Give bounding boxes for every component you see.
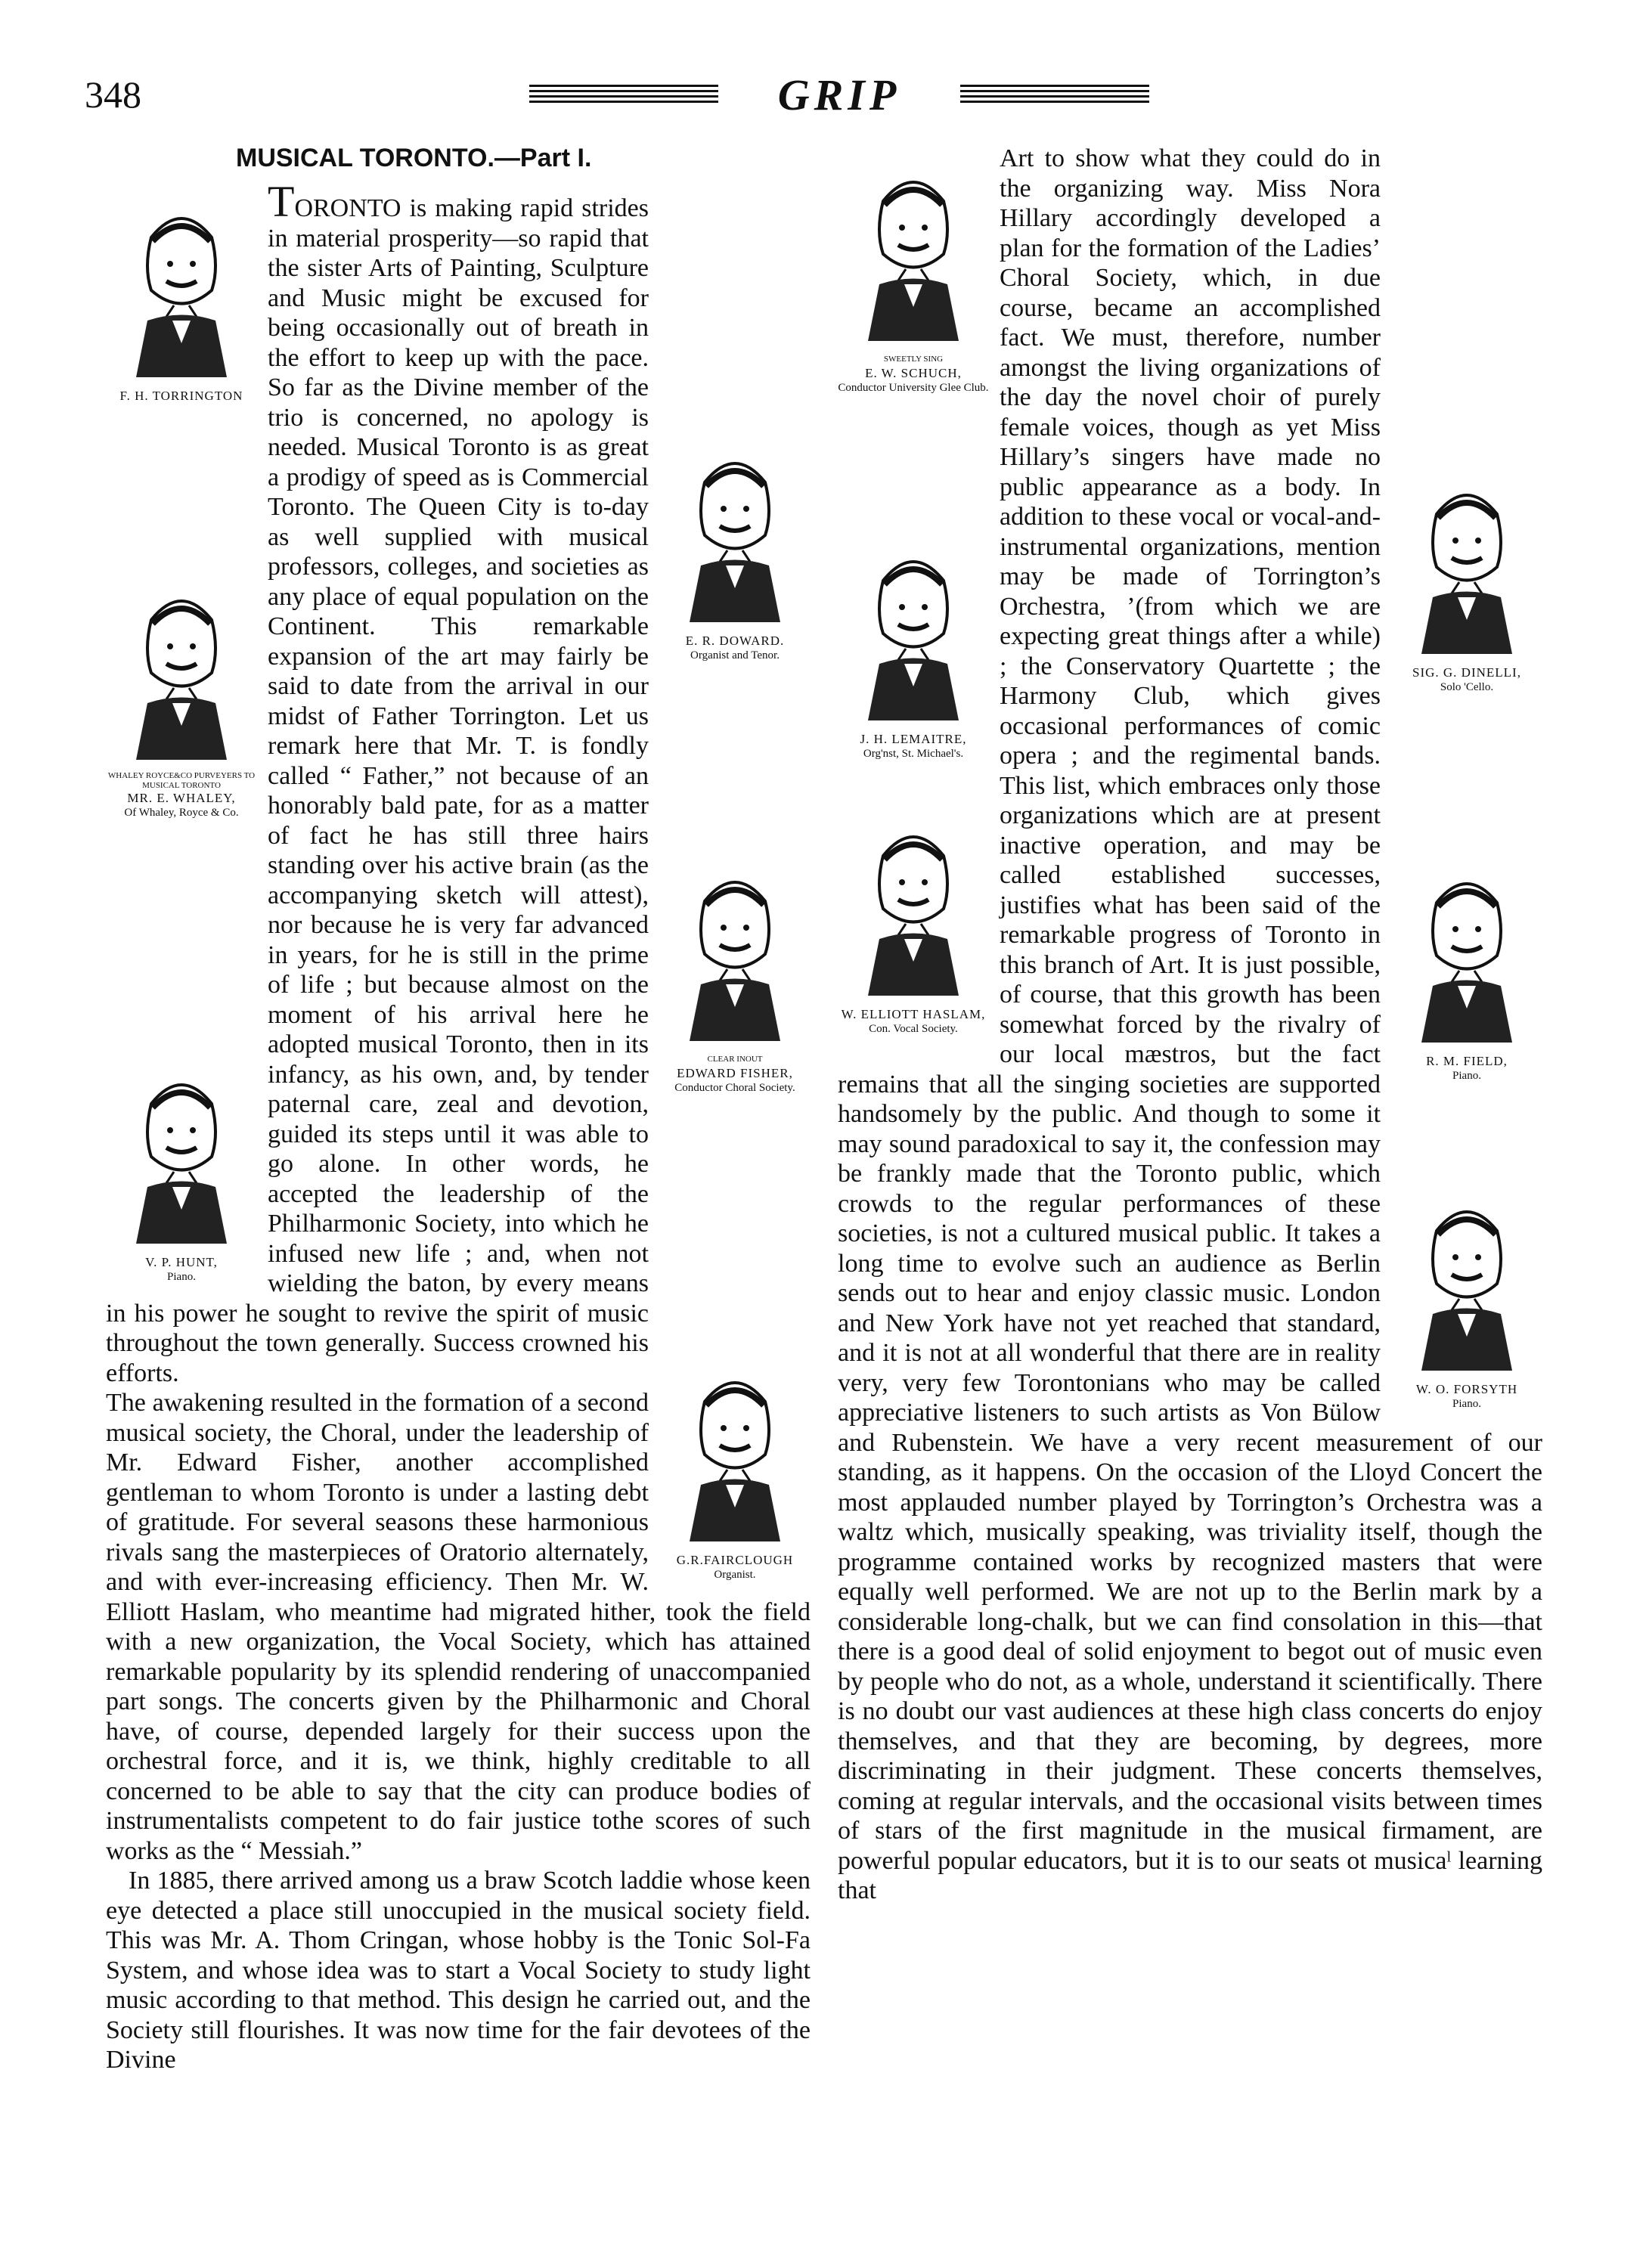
portrait-whaley-caption: MR. E. WHALEY, xyxy=(127,790,236,805)
portrait-field xyxy=(1391,850,1542,1083)
portrait-field-role: Piano. xyxy=(1452,1070,1481,1082)
portrait-haslam xyxy=(838,803,989,1036)
portrait-doward-sketch xyxy=(659,429,811,634)
portrait-whaley xyxy=(106,567,257,820)
portrait-lemaitre-caption: J. H. LEMAITRE, xyxy=(860,732,967,746)
portrait-schuch-sign: SWEETLY SING xyxy=(883,355,944,364)
left-column xyxy=(106,144,811,2230)
portrait-forsyth-role: Piano. xyxy=(1452,1398,1481,1410)
masthead-rule-right xyxy=(960,85,1149,104)
page-number: 348 xyxy=(85,73,141,116)
portrait-haslam-sketch xyxy=(838,803,989,1007)
portrait-haslam-caption: W. ELLIOTT HASLAM, xyxy=(841,1007,986,1021)
masthead xyxy=(484,70,1195,122)
portrait-lemaitre xyxy=(838,528,989,761)
portrait-dinelli xyxy=(1391,461,1542,694)
portrait-fisher-caption: EDWARD FISHER, xyxy=(677,1065,793,1080)
masthead-title: GRIP xyxy=(777,70,901,119)
portrait-dinelli-role: Solo 'Cello. xyxy=(1440,681,1494,693)
portrait-hunt-role: Piano. xyxy=(167,1270,196,1283)
portrait-fairclough-sketch xyxy=(659,1349,811,1553)
portrait-forsyth-caption: W. O. FORSYTH xyxy=(1415,1382,1518,1396)
portrait-torrington xyxy=(106,184,257,404)
portrait-haslam-role: Con. Vocal Society. xyxy=(869,1023,958,1035)
portrait-doward-caption: E. R. DOWARD. xyxy=(685,633,785,648)
portrait-lemaitre-sketch xyxy=(838,528,989,732)
article-paragraph-4: Art to show what they could do in the organizing way. Miss Nora Hillary accordingly developed a plan for the formation of the Ladies’ Choral Society, which, in due course, became an accomplished fact. We must, therefore, number amongst the living organizations of the day the novel choir of purely female voices, though as yet Miss Hillary’s singers have made no public appearance as a body. In addition to these vocal or vocal-and-instrumental organizations, mention may be made of Torrington’s Orchestra, ’(from which we are expecting great things after a while) ; the Conservatory Quartette ; the Harmony Club, which gives occasional performances of comic opera ; and the regimental bands. This list, which embraces only those organizations which are at present inactive operation, and may be called established successes, justifies what has been said of the remarkable progress of Toronto in this branch of Art. It is just possible, of course, that this growth has been somewhat forced by the rivalry of our local mæstros, but the fact remains that all the singing societies are supported handsomely by the public. And though to some it may sound paradoxical to say it, the confession may be frankly made that the Toronto public, which crowds to the regular performances of these societies, is not a cultured musical public. It takes a long time to evolve such an audience as Berlin sends out to hear and enjoy classic music. London and New York have not yet reached that standard, and it is not at all wonderful that there are in reality very, very few Torontonians who may be called appreciative listeners to such artists as Von Bülow and Rubenstein. We have a very recent measurement of our standing, as it happens. On the occasion of the Lloyd Concert the most applauded number played by Torrington’s Orchestra was a waltz which, musically speaking, was triviality itself, though the programme contained works by recognized masters that were equally well performed. We are not up to the Berlin mark by a considerable long-chalk, but we can find consolation in this—that there is a good deal of solid enjoyment to begot out of music even by people who do not, as a whole, understand it scientifically. There is no doubt our vast audiences at these high class concerts do enjoy themselves, and that they are becoming, by degrees, more discriminating in their judgment. These concerts themselves, coming at regular intervals, and the occasional visits between times of stars of the first magnitude in the musical firmament, are powerful popular educators, but it is to our seats ot musicaˡ learning that xyxy=(838,144,1542,1904)
portrait-fairclough-role: Organist. xyxy=(714,1568,756,1581)
portrait-schuch xyxy=(838,148,989,395)
portrait-dinelli-sketch xyxy=(1391,461,1542,665)
portrait-schuch-caption: E. W. SCHUCH, xyxy=(865,366,962,380)
portrait-fisher xyxy=(659,848,811,1095)
portrait-forsyth xyxy=(1391,1178,1542,1411)
portrait-dinelli-caption: SIG. G. DINELLI, xyxy=(1412,665,1521,680)
portrait-torrington-caption: F. H. TORRINGTON xyxy=(119,388,243,403)
portrait-fisher-sign: CLEAR INOUT xyxy=(707,1054,763,1064)
article-paragraph-2: The awakening resulted in the formation of a second musical society, the Choral, under the leadership of Mr. Edward Fisher, another accomplished gentleman to whom Toronto is under a lasting debt of gratitude. For several seasons these harmonious rivals sang the masterpieces of Oratorio alternately, and with ever-increasing efficiency. Then Mr. W. Elliott Haslam, who meantime had migrated hither, took the field with a new organization, the Vocal Society, which has attained remarkable popularity by its splendid rendering of unaccompanied part songs. The concerts given by the Philharmonic and Choral have, of course, depended largely for their success upon the orchestral force, and it is, we think, highly creditable to all concerned to be able to say that the city can produce bodies of instrumentalists competent to do fair justice tothe scores of such works as the “ Messiah.” xyxy=(106,1389,811,1865)
portrait-hunt xyxy=(106,1051,257,1284)
portrait-whaley-role: Of Whaley, Royce & Co. xyxy=(124,806,239,819)
portrait-schuch-sketch xyxy=(838,148,989,352)
portrait-doward xyxy=(659,429,811,662)
portrait-hunt-sketch xyxy=(106,1051,257,1255)
right-column xyxy=(838,144,1542,2230)
portrait-schuch-role: Conductor University Glee Club. xyxy=(838,382,989,394)
portrait-field-caption: R. M. FIELD, xyxy=(1426,1054,1508,1068)
article-paragraph-1: TORONTO is making rapid strides in material prosperity—so rapid that the sister Arts of Painting, Sculpture and Music might be excused for being occasionally out of breath in the effort to keep up with the pace. So far as the Divine member of the trio is concerned, no apology is needed. Musical Toronto is as great a prodigy of speed as is Commercial Toronto. The Queen City is to-day as well supplied with musical professors, colleges, and societies as any place of equal population on the Continent. This remarkable expansion of the art may fairly be said to date from the arrival in our midst of Father Torrington. Let us remark here that Mr. T. is fondly called “ Father,” not because of an honorably bald pate, for as a matter of fact he has still three hairs standing over his active brain (as the accompanying sketch will attest), nor because he is very far advanced in years, for he is still in the prime of life ; but because almost on the moment of his arrival here he adopted musical Toronto, then in its infancy, as his own, and, by tender paternal care, zeal and devotion, guided its steps until it was able to go alone. In other words, he accepted the leadership of the Philharmonic Society, into which he infused new life ; and, when not wielding the baton, by every means in his power he sought to revive the spirit of music throughout the town generally. Success crowned his efforts. xyxy=(106,176,649,1387)
article-headline: MUSICAL TORONTO.—Part I. xyxy=(236,144,592,172)
portrait-fairclough xyxy=(659,1349,811,1582)
portrait-field-sketch xyxy=(1391,850,1542,1054)
portrait-doward-role: Organist and Tenor. xyxy=(690,649,780,662)
portrait-fairclough-caption: G.R.FAIRCLOUGH xyxy=(676,1552,794,1567)
portrait-lemaitre-role: Org'nst, St. Michael's. xyxy=(863,748,964,760)
portrait-fisher-sketch xyxy=(659,848,811,1052)
portrait-torrington-sketch xyxy=(106,184,257,389)
portrait-whaley-sign: WHALEY ROYCE&CO PURVEYERS TO MUSICAL TORONTO xyxy=(107,770,256,790)
portrait-whaley-sketch xyxy=(106,567,257,771)
portrait-forsyth-sketch xyxy=(1391,1178,1542,1382)
portrait-fisher-role: Conductor Choral Society. xyxy=(674,1081,795,1094)
article-paragraph-3: In 1885, there arrived among us a braw Scotch laddie whose keen eye detected a place still unoccupied in the musical society field. This was Mr. A. Thom Cringan, whose hobby is the Tonic Sol-Fa System, and whose idea was to start a Vocal Society to study light music according to that method. This design he carried out, and the Society still flourishes. It was now time for the fair devotees of the Divine xyxy=(106,1867,811,2074)
portrait-hunt-caption: V. P. HUNT, xyxy=(145,1254,218,1269)
